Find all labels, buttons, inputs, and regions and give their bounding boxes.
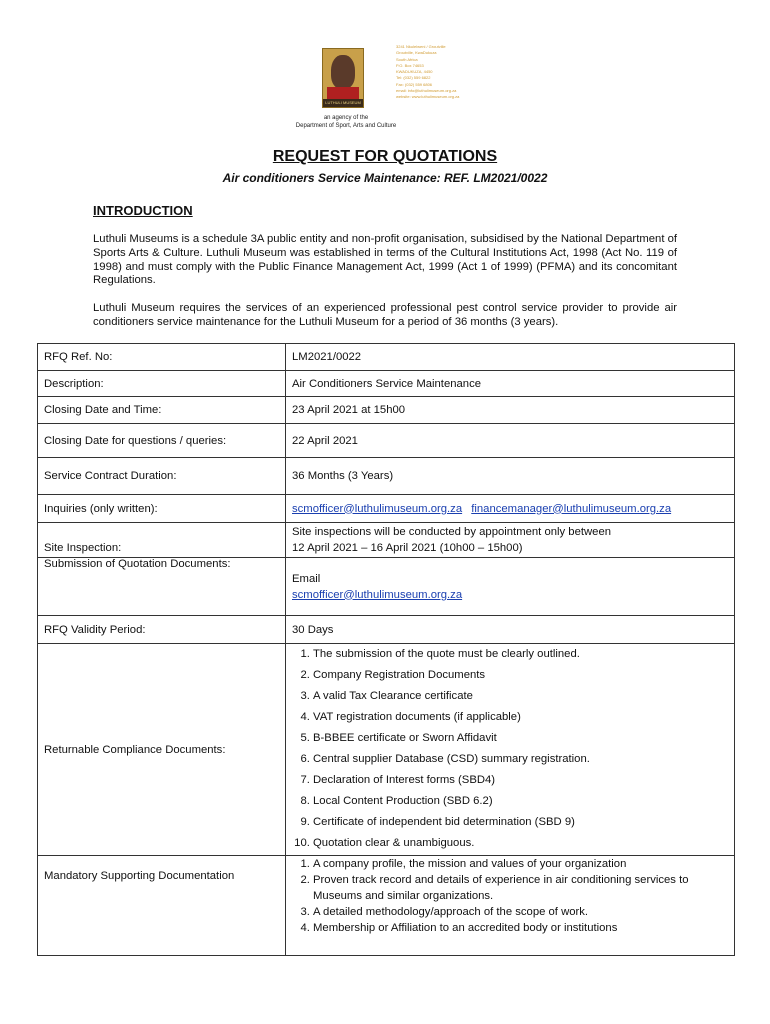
table-row bbox=[38, 424, 735, 458]
address-block: 3241 Nkulelweni / Groutville Groutville, KwaDukuza South Africa P.O. Box 74653 KWADUKUZA, 4450 Tel: (032) 559 6822 Fax: (032) 559 6806 email: info@luthulimuseum.org.za website: www.luthulimuseum.org.za bbox=[396, 44, 460, 100]
closing-queries-value: 22 April 2021 bbox=[286, 424, 735, 458]
table-row bbox=[38, 523, 735, 558]
intro-paragraph-1: Luthuli Museums is a schedule 3A public entity and non-profit organisation, subsidised by the National Department of Sports Arts & Culture. Luthuli Museum was established in terms of the Cultural Institutions Act, 1998 (Act No. 119 of 1998) and must comply with the Public Finance Management Act, 1999 (Act 1 of 1999) (PFMA) and its concomitant Regulations. bbox=[93, 233, 678, 287]
introduction-heading: INTRODUCTION bbox=[93, 203, 193, 218]
list-item: 7. Declaration of Interest forms (SBD4) bbox=[313, 770, 728, 791]
rfq-ref-label: RFQ Ref. No: bbox=[38, 344, 286, 371]
list-item: 2. Company Registration Documents bbox=[313, 665, 728, 686]
table-row bbox=[38, 644, 735, 856]
list-item: 1. A company profile, the mission and values of your organization bbox=[313, 856, 728, 872]
closing-date-label: Closing Date and Time: bbox=[38, 397, 286, 424]
table-row bbox=[38, 371, 735, 397]
site-inspection-label: Site Inspection: bbox=[44, 542, 122, 554]
description-value: Air Conditioners Service Maintenance bbox=[286, 371, 735, 397]
rfq-details-table bbox=[37, 343, 735, 956]
submission-email-link[interactable]: scmofficer@luthulimuseum.org.za bbox=[292, 588, 463, 601]
mandatory-docs-list bbox=[292, 856, 728, 936]
list-item: 5. B-BBEE certificate or Sworn Affidavit bbox=[313, 728, 728, 749]
logo-banner: LUTHULI MUSEUM bbox=[323, 99, 363, 107]
agency-text: an agency of the Department of Sport, Arts and Culture bbox=[295, 115, 397, 129]
list-item: 3. A detailed methodology/approach of the scope of work. bbox=[313, 904, 728, 920]
contract-duration-label: Service Contract Duration: bbox=[38, 458, 286, 495]
submission-method: Email bbox=[292, 572, 321, 585]
validity-value: 30 Days bbox=[286, 616, 735, 644]
inquiries-label: Inquiries (only written): bbox=[38, 495, 286, 523]
closing-date-value: 23 April 2021 at 15h00 bbox=[286, 397, 735, 424]
site-inspection-line-1: Site inspections will be conducted by appointment only between bbox=[292, 526, 612, 538]
site-inspection-line-2: 12 April 2021 – 16 April 2021 (10h00 – 15h00) bbox=[292, 542, 523, 554]
table-row bbox=[38, 495, 735, 523]
list-item: 4. VAT registration documents (if applicable) bbox=[313, 707, 728, 728]
list-item: 4. Membership or Affiliation to an accredited body or institutions bbox=[313, 920, 728, 936]
table-row bbox=[38, 558, 735, 616]
list-item: 8. Local Content Production (SBD 6.2) bbox=[313, 791, 728, 812]
page-title: REQUEST FOR QUOTATIONS bbox=[272, 148, 498, 165]
portrait-logo-image bbox=[322, 48, 364, 108]
scm-officer-email-link[interactable]: scmofficer@luthulimuseum.org.za bbox=[292, 502, 463, 515]
list-item: 3. A valid Tax Clearance certificate bbox=[313, 686, 728, 707]
description-label: Description: bbox=[38, 371, 286, 397]
contract-duration-value: 36 Months (3 Years) bbox=[286, 458, 735, 495]
intro-paragraph-2: Luthuli Museum requires the services of an experienced professional pest control service provider to provide air conditioners service maintenance for the Luthuli Museum for a period of 36 months (3 years). bbox=[93, 302, 677, 328]
table-row bbox=[38, 458, 735, 495]
submission-label: Submission of Quotation Documents: bbox=[38, 558, 286, 616]
rfq-ref-value: LM2021/0022 bbox=[286, 344, 735, 371]
validity-label: RFQ Validity Period: bbox=[38, 616, 286, 644]
museum-logo bbox=[294, 40, 484, 132]
list-item: 1. The submission of the quote must be clearly outlined. bbox=[313, 644, 728, 665]
returnable-docs-label: Returnable Compliance Documents: bbox=[38, 644, 286, 856]
closing-queries-label: Closing Date for questions / queries: bbox=[38, 424, 286, 458]
table-row bbox=[38, 856, 735, 956]
list-item: 10. Quotation clear & unambiguous. bbox=[313, 833, 728, 854]
table-row bbox=[38, 344, 735, 371]
table-row bbox=[38, 397, 735, 424]
mandatory-docs-label: Mandatory Supporting Documentation bbox=[38, 856, 286, 956]
returnable-docs-list bbox=[292, 644, 728, 854]
list-item: 2. Proven track record and details of experience in air conditioning services to Museums and similar organizations. bbox=[313, 872, 728, 904]
table-row bbox=[38, 616, 735, 644]
list-item: 6. Central supplier Database (CSD) summary registration. bbox=[313, 749, 728, 770]
page-subtitle: Air conditioners Service Maintenance: REF. LM2021/0022 bbox=[222, 171, 548, 185]
list-item: 9. Certificate of independent bid determination (SBD 9) bbox=[313, 812, 728, 833]
finance-manager-email-link[interactable]: financemanager@luthulimuseum.org.za bbox=[471, 502, 672, 515]
